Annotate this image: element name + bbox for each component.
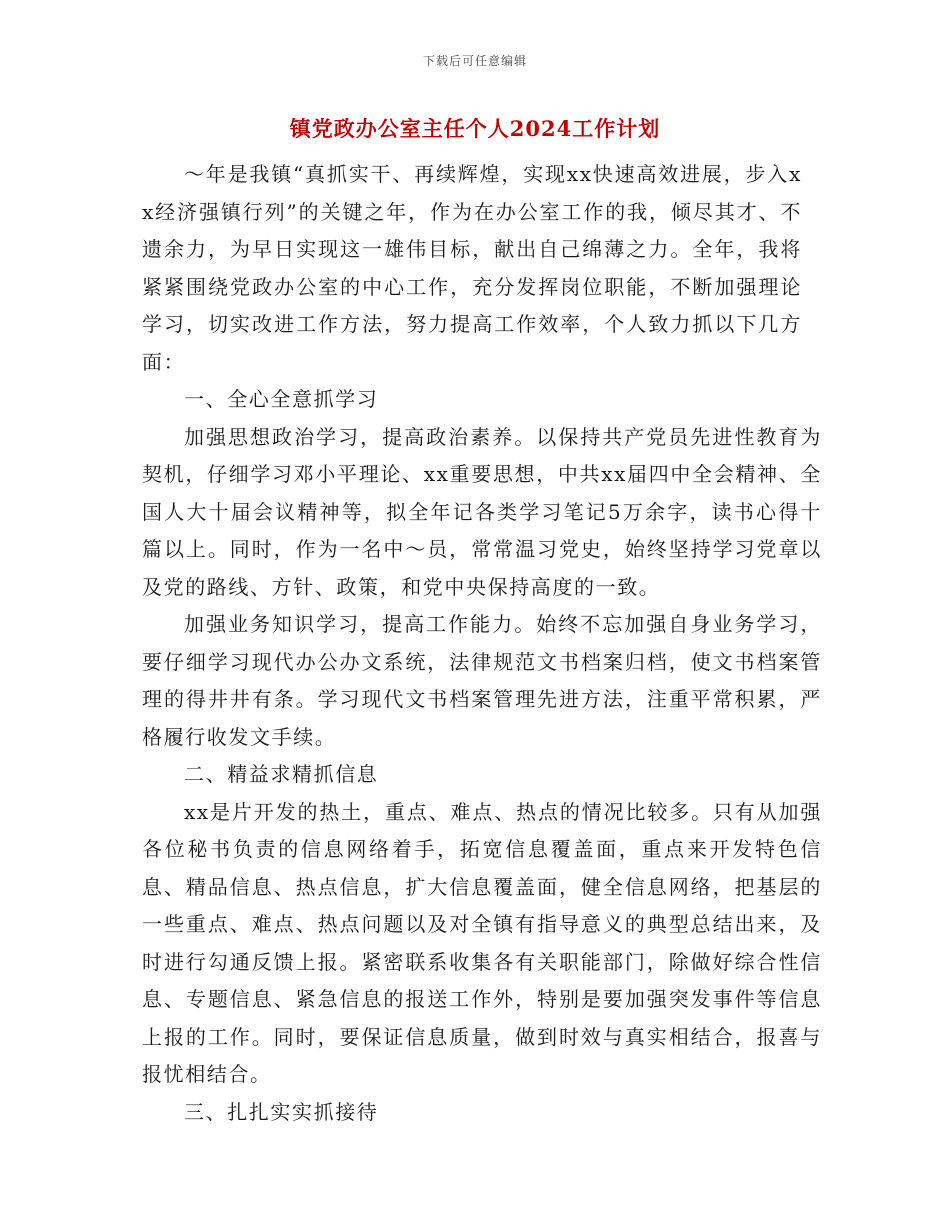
section-heading-3: 三、扎扎实实抓接待 [184, 1099, 379, 1124]
document-title: 镇党政办公室主任个人2024工作计划 [289, 116, 661, 141]
section-heading-2: 二、精益求精抓信息 [184, 762, 379, 786]
section-heading-1: 一、全心全意抓学习 [184, 387, 379, 411]
section2-paragraph-1: xx是片开发的热土，重点、难点、热点的情况比较多。只有从加强各位秘书负责的信息网络着手，拓宽信息覆盖面，重点来开发特色信息、精品信息、热点信息，扩大信息覆盖面，健全信息网络，把基层的一些重点、难点、热点问题以及对全镇有指导意义的典型总结出来，及时进行勾通反馈上报。紧密联系收集各有关职能部门，除做好综合性信息、专题信息、紧急信息的报送工作外，特别是要加强突发事件等信息上报的工作。同时，要保证信息质量，做到时效与真实相结合，报喜与报忧相结合。 [142, 799, 822, 1086]
header-note: 下载后可任意编辑 [422, 54, 527, 68]
section1-paragraph-2: 加强业务知识学习，提高工作能力。始终不忘加强自身业务学习，要仔细学习现代办公办文系统，法律规范文书档案归档，使文书档案管理的得井井有条。学习现代文书档案管理先进方法，注重平常积累，严格履行收发文手续。 [142, 612, 822, 749]
document-body [142, 156, 822, 1131]
section1-paragraph-1: 加强思想政治学习，提高政治素养。以保持共产党员先进性教育为契机，仔细学习邓小平理论、xx重要思想，中共xx届四中全会精神、全国人大十届会议精神等，拟全年记各类学习笔记5万余字，读书心得十篇以上。同时，作为一名中～员，常常温习党史，始终坚持学习党章以及党的路线、方针、政策，和党中央保持高度的一致。 [142, 424, 822, 599]
intro-paragraph: ～年是我镇“真抓实干、再续辉煌，实现xx快速高效进展，步入xx经济强镇行列”的关键之年，作为在办公室工作的我，倾尽其才、不遗余力，为早日实现这一雄伟目标，献出自己绵薄之力。全年，我将紧紧围绕党政办公室的中心工作，充分发挥岗位职能，不断加强理论学习，切实改进工作方法，努力提高工作效率，个人致力抓以下几方面： [142, 162, 802, 374]
